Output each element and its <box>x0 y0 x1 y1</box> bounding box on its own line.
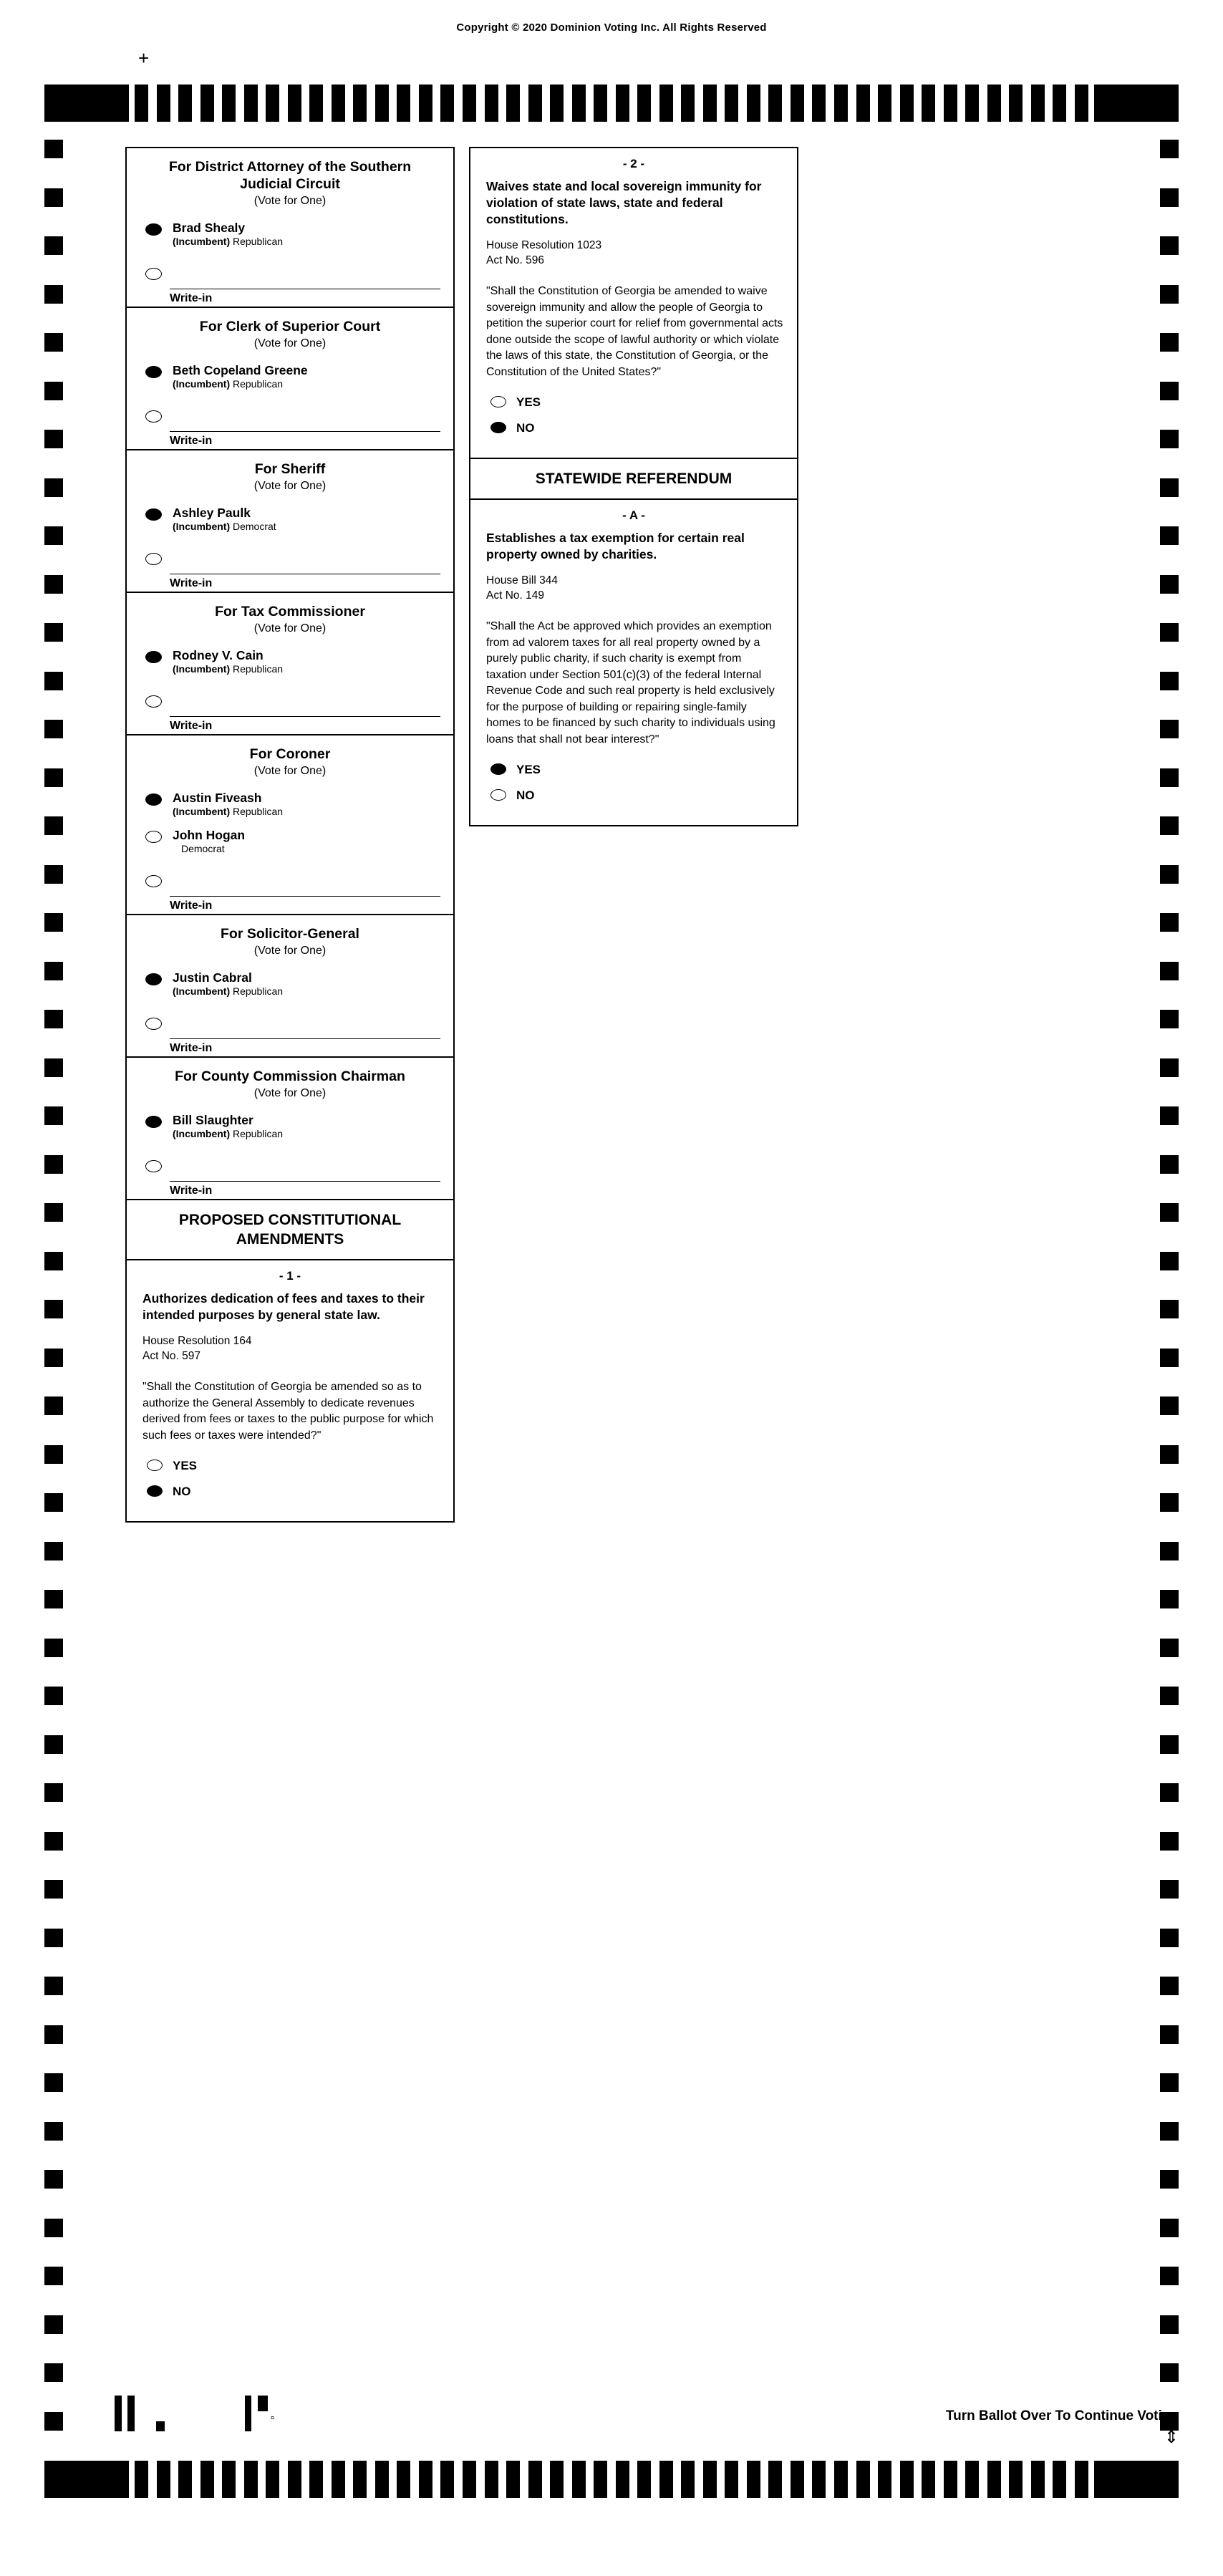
timing-marks-left <box>44 140 63 2442</box>
turn-over-instruction: Turn Ballot Over To Continue Voting <box>945 2408 1179 2423</box>
contest-solicitor-general <box>127 915 453 1058</box>
write-in-label: Write-in <box>170 577 213 589</box>
write-in-label: Write-in <box>170 1185 213 1197</box>
measure-summary: Establishes a tax exemption for certain real property owned by charities. <box>486 531 745 561</box>
measure-number: - A - <box>622 508 645 522</box>
write-in-option[interactable] <box>127 1002 453 1056</box>
measure-referendum-a <box>470 500 797 825</box>
candidate-party: (Incumbent) Republican <box>173 806 284 817</box>
candidate-party: (Incumbent) Republican <box>173 985 284 997</box>
timing-block-right <box>1094 85 1179 122</box>
vote-oval-filled[interactable] <box>145 793 162 806</box>
option-label: YES <box>516 395 541 409</box>
write-in-label: Write-in <box>170 435 213 447</box>
vote-for-instruction: (Vote for One) <box>253 622 327 635</box>
vote-oval-filled[interactable] <box>490 422 506 433</box>
ballot-column-left <box>125 147 455 1523</box>
contest-sheriff <box>127 450 453 593</box>
option-label: NO <box>173 1485 191 1498</box>
candidate-option[interactable] <box>127 357 453 395</box>
vote-oval[interactable] <box>145 410 162 423</box>
vote-oval-filled[interactable] <box>147 1485 163 1497</box>
candidate-option[interactable] <box>127 822 453 859</box>
contest-title: For Coroner <box>249 746 331 762</box>
measure-option-yes[interactable] <box>127 1455 453 1481</box>
vote-oval[interactable] <box>145 875 162 887</box>
vote-for-instruction: (Vote for One) <box>253 765 327 777</box>
copyright-notice: Copyright © 2020 Dominion Voting Inc. All Rights Reserved <box>456 21 767 34</box>
measure-number: - 1 - <box>279 1269 301 1283</box>
write-in-line <box>170 896 440 897</box>
write-in-label: Write-in <box>170 292 213 304</box>
write-in-line <box>170 1038 440 1039</box>
timing-marks-top <box>44 85 1179 122</box>
write-in-label: Write-in <box>170 720 213 732</box>
write-in-line <box>170 1181 440 1182</box>
vote-oval[interactable] <box>490 789 506 801</box>
contest-district-attorney <box>127 148 453 308</box>
measure-text: "Shall the Constitution of Georgia be amended so as to authorize the General Assembly to dedicate revenues derived from fees or taxes to the public purpose for which such fees or taxes were intended?" <box>142 1381 434 1442</box>
option-label: YES <box>173 1459 198 1472</box>
contest-tax-commissioner <box>127 593 453 735</box>
measure-text: "Shall the Constitution of Georgia be amended to waive sovereign immunity and allow the people of Georgia to petition the superior court for relief from governmental acts done outside the scope of lawful authority or which violate the laws of this state, the Constitution of Georgia, or the Constitution of the United States?" <box>486 285 783 378</box>
candidate-party: (Incumbent) Republican <box>173 236 284 247</box>
contest-title: For Sheriff <box>254 461 326 477</box>
candidate-party: (Incumbent) Republican <box>173 663 284 675</box>
contest-title: For Clerk of Superior Court <box>199 319 381 334</box>
measure-number: - 2 - <box>622 157 645 170</box>
measure-amendment-1 <box>127 1260 453 1521</box>
measure-ref-line-2: Act No. 597 <box>142 1350 200 1362</box>
vote-oval-filled[interactable] <box>145 366 162 378</box>
contest-title: For Solicitor-General <box>221 926 359 942</box>
write-in-line <box>170 431 440 432</box>
candidate-option[interactable] <box>127 500 453 537</box>
ballot-column-right <box>469 147 798 826</box>
measure-options <box>470 748 797 814</box>
candidate-name: John Hogan <box>173 828 246 842</box>
vote-for-instruction: (Vote for One) <box>253 195 327 207</box>
vote-for-instruction: (Vote for One) <box>253 945 327 957</box>
vote-oval-filled[interactable] <box>145 508 162 521</box>
vote-oval[interactable] <box>145 553 162 565</box>
candidate-party: (Incumbent) Republican <box>173 378 284 390</box>
write-in-option[interactable] <box>127 859 453 914</box>
measure-option-yes[interactable] <box>470 392 797 418</box>
vote-oval[interactable] <box>490 396 506 407</box>
vote-for-instruction: (Vote for One) <box>253 337 327 349</box>
measure-ref-line-1: House Bill 344 <box>486 574 558 587</box>
vote-oval[interactable] <box>147 1460 163 1471</box>
vote-oval-filled[interactable] <box>145 1116 162 1128</box>
timing-block-left <box>44 2461 129 2498</box>
write-in-option[interactable] <box>127 537 453 592</box>
candidate-option[interactable] <box>127 1107 453 1144</box>
measure-ref-line-1: House Resolution 1023 <box>486 239 602 251</box>
measure-ref-line-2: Act No. 596 <box>486 254 544 266</box>
candidate-option[interactable] <box>127 965 453 1002</box>
vote-oval-filled[interactable] <box>145 223 162 236</box>
contest-clerk-superior-court <box>127 308 453 450</box>
measure-options <box>470 380 797 446</box>
vote-for-instruction: (Vote for One) <box>253 1087 327 1099</box>
measure-reference <box>470 228 797 268</box>
measure-summary: Waives state and local sovereign immunity for violation of state laws, state and federal constitutions. <box>486 179 762 226</box>
measure-amendment-2 <box>470 148 797 459</box>
contest-title: For District Attorney of the Southern Judicial Circuit <box>168 159 412 192</box>
option-label: NO <box>516 421 535 435</box>
candidate-name: Austin Fiveash <box>173 791 262 805</box>
candidate-name: Bill Slaughter <box>173 1113 253 1127</box>
candidate-party: (Incumbent) Republican <box>173 1128 284 1139</box>
vote-for-instruction: (Vote for One) <box>253 480 327 492</box>
vote-oval[interactable] <box>145 695 162 708</box>
measure-ref-line-2: Act No. 149 <box>486 589 544 602</box>
candidate-name: Brad Shealy <box>173 221 246 235</box>
measure-reference <box>470 563 797 603</box>
candidate-name: Rodney V. Cain <box>173 648 264 662</box>
vote-oval[interactable] <box>145 1018 162 1030</box>
vote-oval[interactable] <box>145 1160 162 1172</box>
registration-mark-icon: + <box>138 47 150 69</box>
candidate-party: Democrat <box>181 843 225 854</box>
measure-option-no[interactable] <box>470 418 797 443</box>
write-in-option[interactable] <box>127 395 453 449</box>
write-in-label: Write-in <box>170 1042 213 1054</box>
measure-reference <box>127 1323 453 1364</box>
option-label: YES <box>516 763 541 776</box>
vote-oval-filled[interactable] <box>490 763 506 775</box>
vote-oval[interactable] <box>145 268 162 280</box>
contest-coroner <box>127 735 453 915</box>
candidate-party: (Incumbent) Democrat <box>173 521 276 532</box>
write-in-option[interactable] <box>127 680 453 734</box>
write-in-label: Write-in <box>170 899 213 912</box>
write-in-option[interactable] <box>127 252 453 307</box>
write-in-option[interactable] <box>127 1144 453 1199</box>
measure-summary: Authorizes dedication of fees and taxes to their intended purposes by general state law. <box>142 1291 425 1322</box>
timing-block-right <box>1094 2461 1179 2498</box>
candidate-name: Beth Copeland Greene <box>173 363 308 377</box>
timing-mark-strip-top <box>135 85 1088 122</box>
ballot-id-barcode: ¤ <box>107 2396 408 2446</box>
candidate-option[interactable] <box>127 785 453 822</box>
candidate-name: Ashley Paulk <box>173 506 251 520</box>
candidate-option[interactable] <box>127 215 453 252</box>
measure-option-no[interactable] <box>470 785 797 811</box>
measure-ref-line-1: House Resolution 164 <box>142 1335 252 1347</box>
contest-title: For Tax Commissioner <box>215 604 365 619</box>
section-header-statewide-referendum: STATEWIDE REFERENDUM <box>470 459 797 500</box>
option-label: NO <box>516 788 535 802</box>
updown-arrow-icon: ⇕ <box>1164 2428 1179 2447</box>
timing-block-left <box>44 85 129 122</box>
contest-title: For County Commission Chairman <box>175 1068 405 1084</box>
contest-county-commission-chairman <box>127 1058 453 1200</box>
candidate-name: Justin Cabral <box>173 970 252 985</box>
measure-option-yes[interactable] <box>470 759 797 785</box>
vote-oval-filled[interactable] <box>145 651 162 663</box>
write-in-line <box>170 716 440 717</box>
candidate-option[interactable] <box>127 642 453 680</box>
section-header-proposed-amendments: PROPOSED CONSTITUTIONAL AMENDMENTS <box>127 1200 453 1260</box>
vote-oval[interactable] <box>145 831 162 843</box>
timing-marks-bottom <box>44 2461 1179 2498</box>
measure-option-no[interactable] <box>127 1481 453 1507</box>
measure-options <box>127 1444 453 1510</box>
measure-text: "Shall the Act be approved which provides an exemption from ad valorem taxes for all real property owned by a purely public charity, if such charity is exempt from taxation under Section 501(c)(3) of the federal Internal Revenue Code and such real property is held exclusively for the purpose of building or repairing single-family homes to be financed by such charity to individuals using loans that shall not bear interest?" <box>486 620 775 746</box>
timing-mark-strip-bottom <box>135 2461 1088 2498</box>
timing-marks-right <box>1160 140 1179 2442</box>
vote-oval-filled[interactable] <box>145 973 162 985</box>
